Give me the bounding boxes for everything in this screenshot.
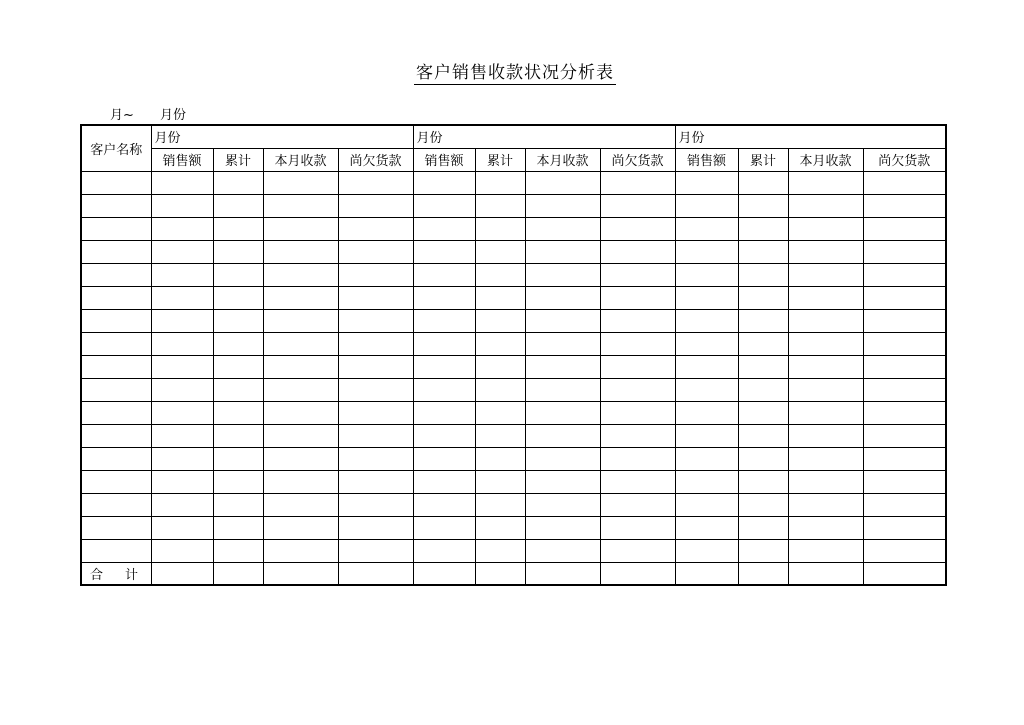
- value-cell[interactable]: [475, 286, 525, 309]
- value-cell[interactable]: [525, 217, 600, 240]
- total-value-cell[interactable]: [475, 562, 525, 585]
- value-cell[interactable]: [675, 171, 738, 194]
- sales-amount-header: 销售额: [151, 148, 213, 171]
- customer-name-cell[interactable]: [81, 194, 151, 217]
- value-cell[interactable]: [338, 539, 413, 562]
- value-cell[interactable]: [263, 378, 338, 401]
- value-cell[interactable]: [213, 401, 263, 424]
- table-row: [81, 539, 946, 562]
- table-row: [81, 424, 946, 447]
- value-cell[interactable]: [475, 401, 525, 424]
- table-row: [81, 378, 946, 401]
- month-group-header: 月份: [675, 125, 946, 148]
- sales-amount-header: 销售额: [413, 148, 475, 171]
- value-cell[interactable]: [338, 401, 413, 424]
- value-cell[interactable]: [525, 470, 600, 493]
- value-cell[interactable]: [788, 424, 863, 447]
- value-cell[interactable]: [338, 355, 413, 378]
- value-cell[interactable]: [151, 240, 213, 263]
- value-cell[interactable]: [600, 332, 675, 355]
- value-cell[interactable]: [600, 355, 675, 378]
- month-group-header: 月份: [413, 125, 675, 148]
- value-cell[interactable]: [863, 355, 946, 378]
- value-cell[interactable]: [738, 378, 788, 401]
- value-cell[interactable]: [151, 263, 213, 286]
- value-cell[interactable]: [738, 401, 788, 424]
- value-cell[interactable]: [863, 286, 946, 309]
- value-cell[interactable]: [675, 263, 738, 286]
- value-cell[interactable]: [213, 378, 263, 401]
- value-cell[interactable]: [338, 286, 413, 309]
- value-cell[interactable]: [263, 240, 338, 263]
- value-cell[interactable]: [525, 493, 600, 516]
- value-cell[interactable]: [213, 424, 263, 447]
- customer-name-cell[interactable]: [81, 263, 151, 286]
- value-cell[interactable]: [675, 378, 738, 401]
- value-cell[interactable]: [675, 309, 738, 332]
- value-cell[interactable]: [475, 424, 525, 447]
- value-cell[interactable]: [263, 286, 338, 309]
- value-cell[interactable]: [213, 470, 263, 493]
- value-cell[interactable]: [863, 240, 946, 263]
- value-cell[interactable]: [475, 194, 525, 217]
- value-cell[interactable]: [738, 240, 788, 263]
- total-label: 合计: [81, 562, 151, 585]
- value-cell[interactable]: [675, 447, 738, 470]
- value-cell[interactable]: [788, 539, 863, 562]
- monthly-collection-header: 本月收款: [263, 148, 338, 171]
- value-cell[interactable]: [525, 171, 600, 194]
- value-cell[interactable]: [675, 401, 738, 424]
- value-cell[interactable]: [213, 263, 263, 286]
- value-cell[interactable]: [338, 217, 413, 240]
- value-cell[interactable]: [151, 355, 213, 378]
- value-cell[interactable]: [263, 516, 338, 539]
- value-cell[interactable]: [413, 470, 475, 493]
- value-cell[interactable]: [213, 332, 263, 355]
- value-cell[interactable]: [738, 470, 788, 493]
- value-cell[interactable]: [675, 217, 738, 240]
- customer-name-cell[interactable]: [81, 539, 151, 562]
- value-cell[interactable]: [413, 263, 475, 286]
- value-cell[interactable]: [263, 470, 338, 493]
- customer-name-cell[interactable]: [81, 424, 151, 447]
- value-cell[interactable]: [413, 539, 475, 562]
- value-cell[interactable]: [263, 217, 338, 240]
- value-cell[interactable]: [413, 493, 475, 516]
- value-cell[interactable]: [525, 401, 600, 424]
- value-cell[interactable]: [151, 217, 213, 240]
- value-cell[interactable]: [151, 470, 213, 493]
- value-cell[interactable]: [475, 447, 525, 470]
- value-cell[interactable]: [525, 240, 600, 263]
- sales-collection-table: [80, 124, 947, 586]
- value-cell[interactable]: [338, 263, 413, 286]
- value-cell[interactable]: [338, 516, 413, 539]
- value-cell[interactable]: [600, 516, 675, 539]
- value-cell[interactable]: [475, 493, 525, 516]
- value-cell[interactable]: [413, 516, 475, 539]
- table-row: [81, 493, 946, 516]
- value-cell[interactable]: [600, 493, 675, 516]
- value-cell[interactable]: [475, 263, 525, 286]
- value-cell[interactable]: [788, 194, 863, 217]
- table-row: [81, 171, 946, 194]
- value-cell[interactable]: [151, 493, 213, 516]
- value-cell[interactable]: [788, 401, 863, 424]
- value-cell[interactable]: [738, 332, 788, 355]
- customer-name-cell[interactable]: [81, 217, 151, 240]
- value-cell[interactable]: [413, 447, 475, 470]
- value-cell[interactable]: [213, 171, 263, 194]
- cumulative-header: 累计: [475, 148, 525, 171]
- month-group-header: 月份: [151, 125, 413, 148]
- value-cell[interactable]: [475, 332, 525, 355]
- value-cell[interactable]: [675, 240, 738, 263]
- value-cell[interactable]: [600, 286, 675, 309]
- customer-name-cell[interactable]: [81, 516, 151, 539]
- value-cell[interactable]: [151, 539, 213, 562]
- value-cell[interactable]: [263, 332, 338, 355]
- value-cell[interactable]: [675, 539, 738, 562]
- table-row: [81, 240, 946, 263]
- value-cell[interactable]: [675, 470, 738, 493]
- value-cell[interactable]: [675, 332, 738, 355]
- value-cell[interactable]: [788, 493, 863, 516]
- value-cell[interactable]: [475, 217, 525, 240]
- value-cell[interactable]: [151, 171, 213, 194]
- total-value-cell[interactable]: [213, 562, 263, 585]
- value-cell[interactable]: [863, 263, 946, 286]
- value-cell[interactable]: [600, 194, 675, 217]
- value-cell[interactable]: [213, 539, 263, 562]
- value-cell[interactable]: [788, 217, 863, 240]
- value-cell[interactable]: [338, 240, 413, 263]
- value-cell[interactable]: [525, 424, 600, 447]
- value-cell[interactable]: [600, 240, 675, 263]
- customer-name-cell[interactable]: [81, 447, 151, 470]
- period-start-label: 月~: [110, 108, 134, 123]
- cumulative-header: 累计: [738, 148, 788, 171]
- value-cell[interactable]: [600, 447, 675, 470]
- value-cell[interactable]: [738, 194, 788, 217]
- value-cell[interactable]: [338, 194, 413, 217]
- value-cell[interactable]: [213, 286, 263, 309]
- value-cell[interactable]: [413, 171, 475, 194]
- customer-name-cell[interactable]: [81, 309, 151, 332]
- value-cell[interactable]: [338, 424, 413, 447]
- value-cell[interactable]: [263, 424, 338, 447]
- value-cell[interactable]: [863, 424, 946, 447]
- value-cell[interactable]: [600, 539, 675, 562]
- table-row: [81, 401, 946, 424]
- monthly-collection-header: 本月收款: [525, 148, 600, 171]
- value-cell[interactable]: [863, 309, 946, 332]
- value-cell[interactable]: [338, 171, 413, 194]
- value-cell[interactable]: [863, 194, 946, 217]
- value-cell[interactable]: [788, 355, 863, 378]
- value-cell[interactable]: [788, 516, 863, 539]
- value-cell[interactable]: [863, 171, 946, 194]
- value-cell[interactable]: [675, 493, 738, 516]
- value-cell[interactable]: [213, 309, 263, 332]
- customer-name-cell[interactable]: [81, 493, 151, 516]
- customer-name-header: 客户名称: [81, 125, 151, 171]
- total-row: [81, 562, 946, 585]
- value-cell[interactable]: [213, 355, 263, 378]
- value-cell[interactable]: [263, 263, 338, 286]
- value-cell[interactable]: [525, 309, 600, 332]
- value-cell[interactable]: [475, 378, 525, 401]
- customer-name-cell[interactable]: [81, 171, 151, 194]
- value-cell[interactable]: [263, 401, 338, 424]
- value-cell[interactable]: [263, 355, 338, 378]
- value-cell[interactable]: [213, 516, 263, 539]
- customer-name-cell[interactable]: [81, 332, 151, 355]
- value-cell[interactable]: [600, 401, 675, 424]
- value-cell[interactable]: [788, 378, 863, 401]
- value-cell[interactable]: [600, 470, 675, 493]
- value-cell[interactable]: [263, 493, 338, 516]
- value-cell[interactable]: [738, 263, 788, 286]
- value-cell[interactable]: [151, 424, 213, 447]
- outstanding-payment-header: 尚欠货款: [863, 148, 946, 171]
- total-value-cell[interactable]: [263, 562, 338, 585]
- table-row: [81, 217, 946, 240]
- total-value-cell[interactable]: [863, 562, 946, 585]
- value-cell[interactable]: [151, 194, 213, 217]
- period-end-label: 月份: [160, 108, 187, 123]
- value-cell[interactable]: [525, 332, 600, 355]
- value-cell[interactable]: [738, 171, 788, 194]
- value-cell[interactable]: [788, 171, 863, 194]
- value-cell[interactable]: [675, 516, 738, 539]
- value-cell[interactable]: [600, 171, 675, 194]
- total-value-cell[interactable]: [788, 562, 863, 585]
- value-cell[interactable]: [863, 378, 946, 401]
- value-cell[interactable]: [475, 516, 525, 539]
- value-cell[interactable]: [413, 217, 475, 240]
- value-cell[interactable]: [213, 217, 263, 240]
- outstanding-payment-header: 尚欠货款: [338, 148, 413, 171]
- value-cell[interactable]: [863, 470, 946, 493]
- value-cell[interactable]: [263, 539, 338, 562]
- value-cell[interactable]: [525, 539, 600, 562]
- value-cell[interactable]: [738, 493, 788, 516]
- value-cell[interactable]: [413, 309, 475, 332]
- value-cell[interactable]: [738, 447, 788, 470]
- value-cell[interactable]: [413, 194, 475, 217]
- value-cell[interactable]: [863, 332, 946, 355]
- value-cell[interactable]: [738, 516, 788, 539]
- sales-amount-header: 销售额: [675, 148, 738, 171]
- value-cell[interactable]: [263, 171, 338, 194]
- value-cell[interactable]: [338, 332, 413, 355]
- value-cell[interactable]: [525, 263, 600, 286]
- value-cell[interactable]: [338, 447, 413, 470]
- value-cell[interactable]: [413, 401, 475, 424]
- total-value-cell[interactable]: [525, 562, 600, 585]
- value-cell[interactable]: [738, 424, 788, 447]
- table-row: [81, 194, 946, 217]
- value-cell[interactable]: [525, 286, 600, 309]
- value-cell[interactable]: [738, 539, 788, 562]
- table-row: [81, 470, 946, 493]
- outstanding-payment-header: 尚欠货款: [600, 148, 675, 171]
- value-cell[interactable]: [475, 470, 525, 493]
- value-cell[interactable]: [338, 493, 413, 516]
- value-cell[interactable]: [675, 424, 738, 447]
- table-row: [81, 286, 946, 309]
- table-row: [81, 332, 946, 355]
- value-cell[interactable]: [263, 309, 338, 332]
- value-cell[interactable]: [475, 355, 525, 378]
- monthly-collection-header: 本月收款: [788, 148, 863, 171]
- total-value-cell[interactable]: [600, 562, 675, 585]
- value-cell[interactable]: [738, 217, 788, 240]
- value-cell[interactable]: [863, 401, 946, 424]
- table-row: [81, 263, 946, 286]
- customer-name-cell[interactable]: [81, 401, 151, 424]
- value-cell[interactable]: [413, 355, 475, 378]
- value-cell[interactable]: [675, 355, 738, 378]
- value-cell[interactable]: [788, 240, 863, 263]
- value-cell[interactable]: [738, 355, 788, 378]
- value-cell[interactable]: [788, 332, 863, 355]
- value-cell[interactable]: [475, 240, 525, 263]
- value-cell[interactable]: [788, 309, 863, 332]
- value-cell[interactable]: [600, 263, 675, 286]
- value-cell[interactable]: [413, 286, 475, 309]
- value-cell[interactable]: [525, 194, 600, 217]
- customer-name-cell[interactable]: [81, 240, 151, 263]
- customer-name-cell[interactable]: [81, 355, 151, 378]
- value-cell[interactable]: [413, 240, 475, 263]
- value-cell[interactable]: [675, 194, 738, 217]
- table-row: [81, 516, 946, 539]
- value-cell[interactable]: [863, 516, 946, 539]
- total-value-cell[interactable]: [675, 562, 738, 585]
- value-cell[interactable]: [863, 539, 946, 562]
- value-cell[interactable]: [151, 309, 213, 332]
- table-row: [81, 447, 946, 470]
- value-cell[interactable]: [263, 447, 338, 470]
- value-cell[interactable]: [263, 194, 338, 217]
- value-cell[interactable]: [863, 447, 946, 470]
- value-cell[interactable]: [213, 493, 263, 516]
- value-cell[interactable]: [151, 516, 213, 539]
- value-cell[interactable]: [151, 286, 213, 309]
- value-cell[interactable]: [475, 171, 525, 194]
- value-cell[interactable]: [788, 447, 863, 470]
- page-title: 客户销售收款状况分析表: [0, 58, 1024, 85]
- table-row: [81, 309, 946, 332]
- value-cell[interactable]: [675, 286, 738, 309]
- value-cell[interactable]: [863, 217, 946, 240]
- value-cell[interactable]: [151, 447, 213, 470]
- value-cell[interactable]: [600, 309, 675, 332]
- value-cell[interactable]: [413, 332, 475, 355]
- value-cell[interactable]: [788, 263, 863, 286]
- total-value-cell[interactable]: [738, 562, 788, 585]
- value-cell[interactable]: [413, 378, 475, 401]
- total-value-cell[interactable]: [338, 562, 413, 585]
- value-cell[interactable]: [338, 378, 413, 401]
- value-cell[interactable]: [788, 286, 863, 309]
- value-cell[interactable]: [475, 539, 525, 562]
- value-cell[interactable]: [213, 447, 263, 470]
- value-cell[interactable]: [525, 516, 600, 539]
- value-cell[interactable]: [413, 424, 475, 447]
- value-cell[interactable]: [738, 286, 788, 309]
- value-cell[interactable]: [738, 309, 788, 332]
- value-cell[interactable]: [338, 470, 413, 493]
- value-cell[interactable]: [151, 401, 213, 424]
- total-value-cell[interactable]: [413, 562, 475, 585]
- value-cell[interactable]: [525, 378, 600, 401]
- value-cell[interactable]: [525, 447, 600, 470]
- total-value-cell[interactable]: [151, 562, 213, 585]
- value-cell[interactable]: [475, 309, 525, 332]
- value-cell[interactable]: [788, 470, 863, 493]
- value-cell[interactable]: [600, 217, 675, 240]
- cumulative-header: 累计: [213, 148, 263, 171]
- value-cell[interactable]: [213, 240, 263, 263]
- customer-name-cell[interactable]: [81, 286, 151, 309]
- customer-name-cell[interactable]: [81, 470, 151, 493]
- table-row: [81, 355, 946, 378]
- value-cell[interactable]: [525, 355, 600, 378]
- value-cell[interactable]: [600, 378, 675, 401]
- value-cell[interactable]: [338, 309, 413, 332]
- value-cell[interactable]: [863, 493, 946, 516]
- customer-name-cell[interactable]: [81, 378, 151, 401]
- value-cell[interactable]: [151, 332, 213, 355]
- value-cell[interactable]: [600, 424, 675, 447]
- value-cell[interactable]: [213, 194, 263, 217]
- value-cell[interactable]: [151, 378, 213, 401]
